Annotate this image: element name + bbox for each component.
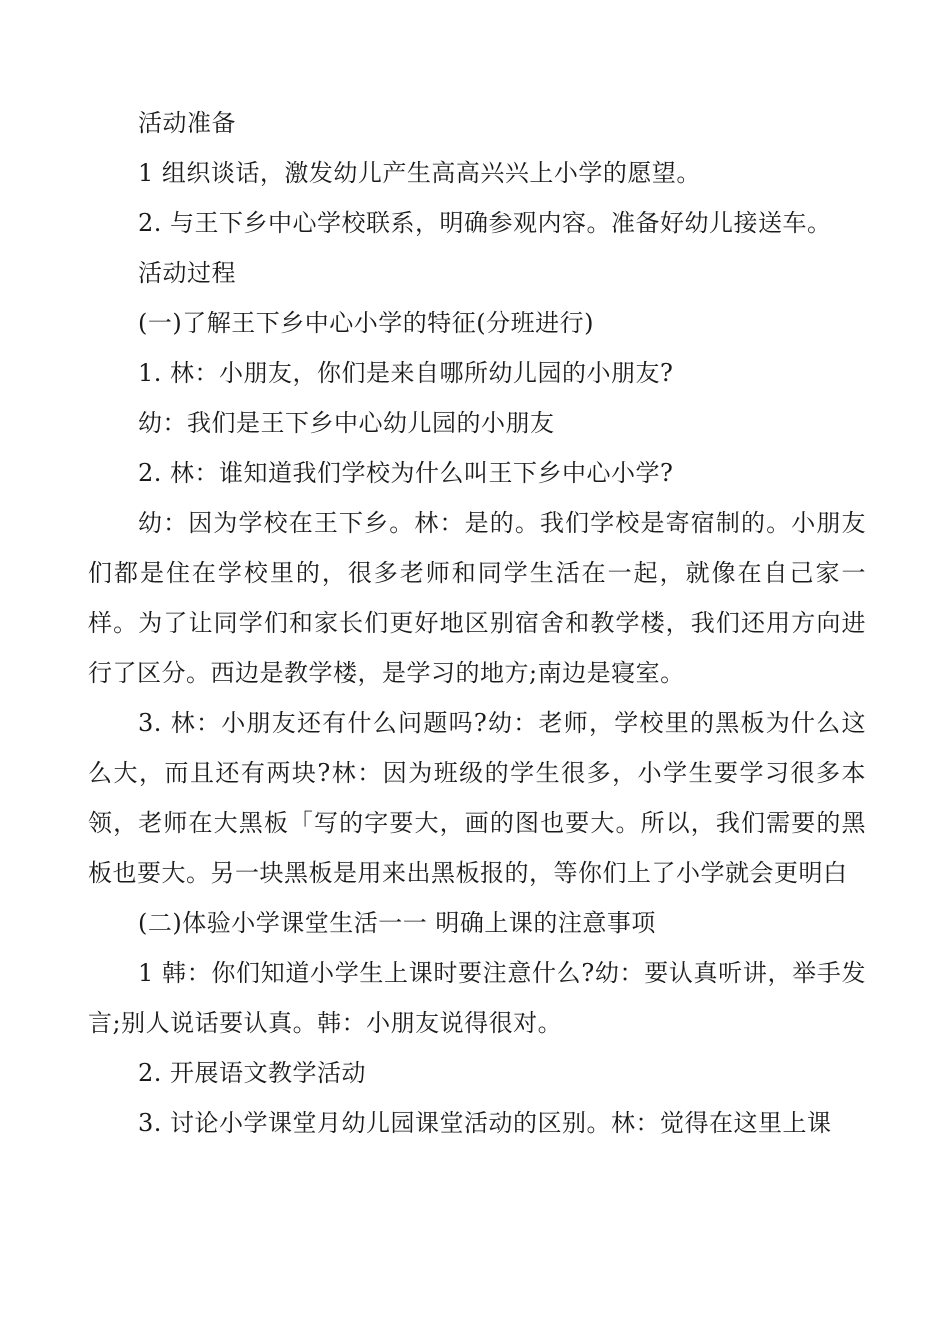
paragraph-dialogue-3: 2. 林：谁知道我们学校为什么叫王下乡中心小学? (138, 459, 674, 487)
paragraph-prep-1: 1 组织谈话，激发幼儿产生高高兴兴上小学的愿望。 (138, 159, 701, 187)
paragraph-dialogue-5: 3. 林：小朋友还有什么问题吗?幼：老师，学校里的黑板为什么这么大，而且还有两块?林：因为班级的学生很多，小学生要学习很多本领，老师在大黑板「写的字要大，画的图也要大。所以，我们需要的黑板也要大。另一块黑板是用来出黑板报的，等你们上了小学就会更明白 (88, 709, 866, 887)
paragraph-prep-2: 2. 与王下乡中心学校联系，明确参观内容。准备好幼儿接送车。 (138, 209, 832, 237)
paragraph-class-3: 3. 讨论小学课堂月幼儿园课堂活动的区别。林：觉得在这里上课 (138, 1109, 832, 1137)
document-page (88, 98, 866, 1148)
paragraph-dialogue-4: 幼：因为学校在王下乡。林：是的。我们学校是寄宿制的。小朋友们都是住在学校里的，很多老师和同学生活在一起，就像在自己家一样。为了让同学们和家长们更好地区别宿舍和教学楼，我们还用方向进行了区分。西边是教学楼，是学习的地方;南边是寝室。 (88, 509, 866, 687)
paragraph-dialogue-2: 幼：我们是王下乡中心幼儿园的小朋友 (138, 409, 555, 437)
section-heading-2: (二)体验小学课堂生活一一 明确上课的注意事项 (138, 909, 656, 937)
section-heading-1: (一)了解王下乡中心小学的特征(分班进行) (138, 309, 594, 337)
paragraph-dialogue-1: 1. 林：小朋友，你们是来自哪所幼儿园的小朋友? (138, 359, 674, 387)
heading-activity-process: 活动过程 (138, 259, 236, 287)
paragraph-class-1: 1 韩：你们知道小学生上课时要注意什么?幼：要认真听讲，举手发言;别人说话要认真。韩：小朋友说得很对。 (88, 959, 866, 1037)
paragraph-class-2: 2. 开展语文教学活动 (138, 1059, 367, 1087)
heading-activity-preparation: 活动准备 (138, 109, 236, 137)
